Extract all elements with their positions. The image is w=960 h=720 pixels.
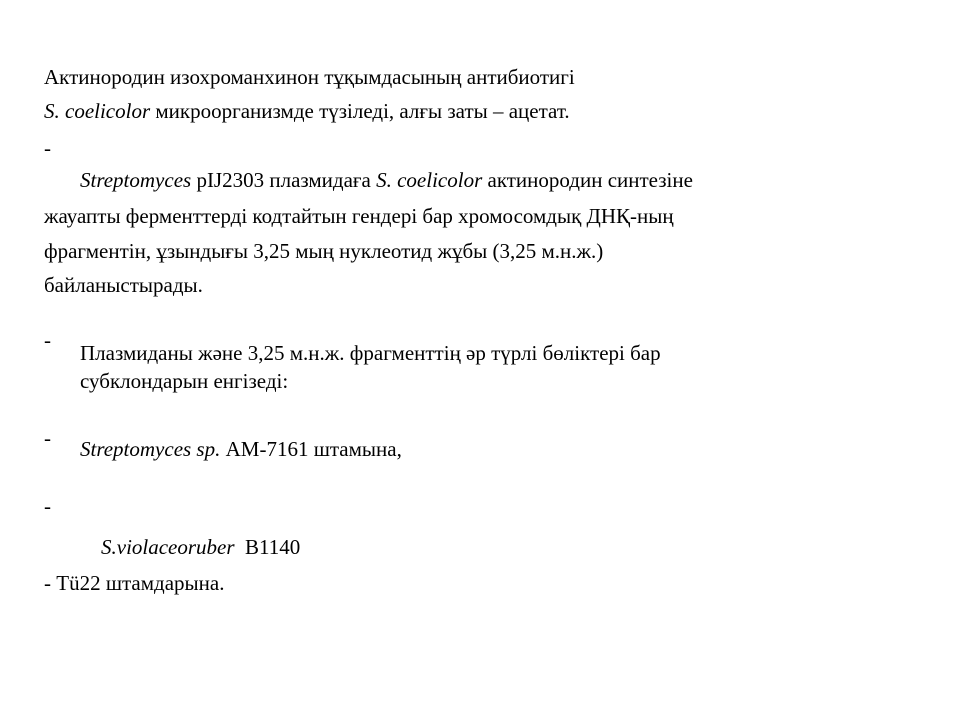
bullet-2-line-2: субклондарын енгізеді: [80, 369, 289, 393]
bullet-1-line-1-rest: актинородин синтезіне [482, 168, 693, 192]
bullet-1-genus-name: Streptomyces [80, 168, 192, 192]
closing-line: - Тü22 штамдарына. [44, 571, 225, 595]
bullet-1-line-1 [80, 163, 693, 197]
bullet-1-line-4: байланыстырады. [44, 273, 203, 297]
bullet-1-organism-name: S. coelicolor [376, 168, 483, 192]
intro-line-1 [44, 60, 575, 94]
bullet-4-dash: - [44, 494, 51, 518]
bullet-4-text: В1140 [234, 535, 301, 559]
intro-organism-name: S. coelicolor [44, 99, 151, 123]
intro-line-2 [44, 94, 570, 128]
bullet-3-strain-name: Streptomyces sp. [80, 437, 221, 461]
bullet-1-line-3: фрагментін, ұзындығы 3,25 мың нуклеотид жұбы (3,25 м.н.ж.) [44, 239, 604, 263]
bullet-2-dash: - [44, 328, 51, 352]
bullet-1-dash: - [44, 136, 51, 160]
intro-line-2-text: микроорганизмде түзіледі, алғы заты – ацетат. [150, 99, 570, 123]
bullet-1-plasmid-text: pIJ2303 плазмидаға [191, 168, 377, 192]
bullet-3-dash: - [44, 426, 51, 450]
bullet-4-strain-name: S.violaceoruber [101, 535, 235, 559]
intro-line-1-text: Актинородин изохроманхинон тұқымдасының антибиотигі [44, 65, 575, 89]
bullet-3-line [80, 434, 402, 464]
bullet-2-line-1: Плазмиданы және 3,25 м.н.ж. фрагменттің әр түрлі бөліктері бар [80, 341, 661, 365]
bullet-3-text: АМ-7161 штамына, [220, 437, 402, 461]
bullet-1-line-2: жауапты ферменттерді кодтайтын гендері бар хромосомдық ДНҚ-ның [44, 204, 674, 228]
